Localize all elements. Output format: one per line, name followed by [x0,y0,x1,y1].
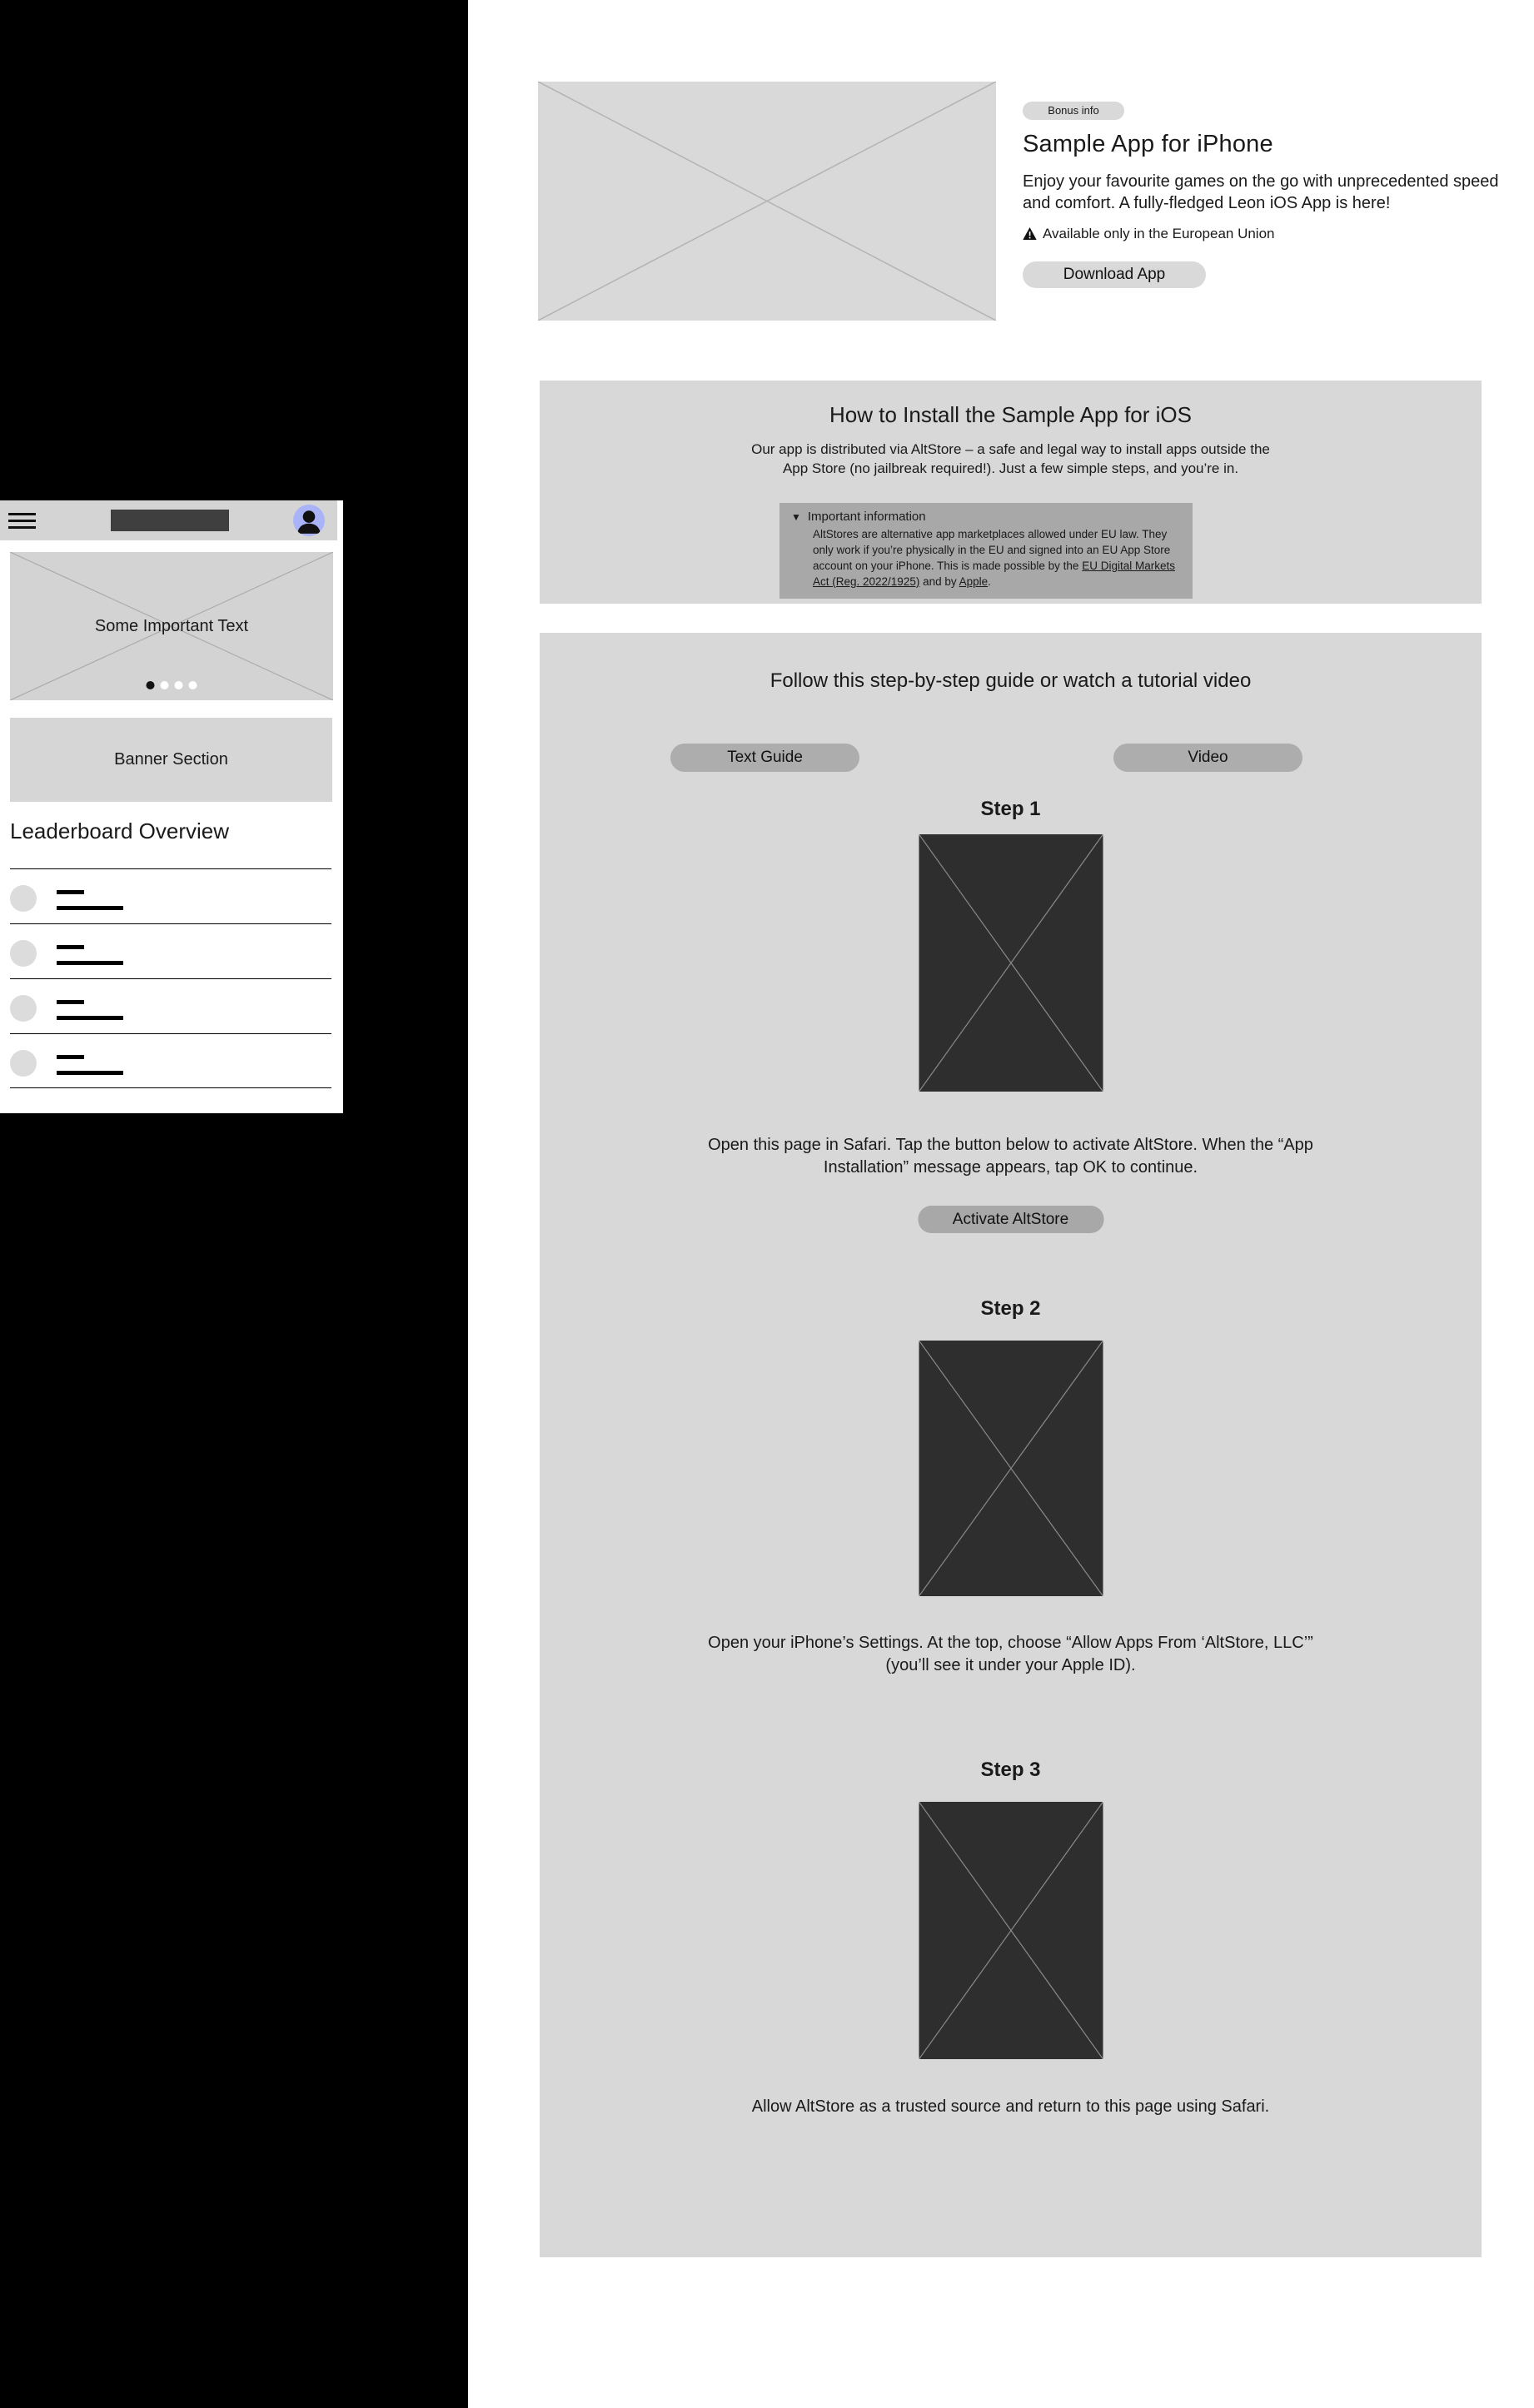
carousel-dot[interactable] [175,681,183,689]
install-section-title: How to Install the Sample App for iOS [829,402,1192,427]
crossed-box-icon [919,834,1103,1092]
important-information-label: Important information [807,510,926,524]
avatar [10,940,37,967]
hero-title: Sample App for iPhone [1023,131,1273,157]
video-button[interactable]: Video [1113,744,1302,772]
availability-note [1023,226,1522,242]
user-avatar-icon[interactable] [293,505,325,536]
important-information-body [791,527,1181,590]
leaderboard-list [10,868,331,1088]
carousel-dot[interactable] [147,681,155,689]
banner-section: Banner Section [10,718,332,802]
disclosure-triangle-icon: ▼ [791,510,801,523]
crossed-box-icon [919,1341,1103,1596]
activate-altstore-button[interactable]: Activate AltStore [918,1206,1103,1233]
step-2-label: Step 2 [980,1297,1041,1320]
avatar [10,885,37,912]
carousel-dot[interactable] [189,681,197,689]
dma-act-link[interactable]: EU Digital Markets Act (Reg. 2022/1925) [813,559,1175,588]
info-body-mid: and by [919,575,959,588]
text-line-placeholder [57,961,123,965]
install-section [540,381,1482,604]
leaderboard-title: Leaderboard Overview [10,818,230,843]
text-line-placeholder [57,1071,123,1075]
important-information-disclosure [779,503,1193,599]
warning-triangle-icon [1023,227,1037,240]
info-body-suffix: . [988,575,991,588]
step-3-image-placeholder [919,1802,1103,2059]
step-1-image-placeholder [919,834,1103,1092]
step-3-description: Allow AltStore as a trusted source and return to this page using Safari. [751,2097,1270,2116]
mobile-mockup-card [0,500,343,1113]
person-icon [293,505,325,536]
text-guide-button[interactable]: Text Guide [670,744,859,772]
logo-placeholder [111,510,229,531]
avatar [10,995,37,1022]
list-item[interactable] [10,923,331,978]
carousel-dot[interactable] [161,681,169,689]
info-body-prefix: AltStores are alternative app marketplaces allowed under EU law. They only work if you’re physically in the EU and signed into an EU App Store account on your iPhone. This is made possible by the [813,528,1171,572]
text-line-placeholder [57,1000,84,1004]
download-app-button[interactable]: Download App [1023,261,1206,288]
hero-description: Enjoy your favourite games on the go with unprecedented speed and comfort. A fully-fledged Leon iOS App is here! [1023,172,1499,213]
availability-note-text: Available only in the European Union [1043,225,1275,241]
avatar [10,1050,37,1077]
guide-section [540,633,1482,2257]
step-2-image-placeholder [919,1341,1103,1596]
step-2-description: Open your iPhone’s Settings. At the top, choose “Allow Apps From ‘AltStore, LLC’” (you’ll see it under your Apple ID). [708,1634,1313,1674]
crossed-box-icon [538,82,996,321]
carousel-slide-text: Some Important Text [94,616,249,635]
guide-section-title: Follow this step-by-step guide or watch a tutorial video [769,669,1252,692]
apple-link[interactable]: Apple [959,575,989,588]
text-line-placeholder [57,906,123,910]
text-line-placeholder [57,945,84,949]
text-line-placeholder [57,1016,123,1020]
main-content-column [468,0,1534,2408]
important-information-summary[interactable] [791,510,1181,524]
bonus-info-badge: Bonus info [1023,102,1124,120]
text-line-placeholder [57,890,84,894]
install-section-description: Our app is distributed via AltStore – a safe and legal way to install apps outside the App Store (no jailbreak required!). Just a few simple steps, and you’re in. [751,441,1270,476]
carousel-dots [147,681,197,689]
mockup-header-bar [0,500,337,540]
list-item[interactable] [10,978,331,1033]
text-line-placeholder [57,1055,84,1059]
crossed-box-icon [919,1802,1103,2059]
list-item[interactable] [10,1033,331,1088]
hero-image-placeholder [538,82,996,321]
carousel-slide[interactable] [10,552,333,700]
step-1-description: Open this page in Safari. Tap the button below to activate AltStore. When the “App Installation” message appears, tap OK to continue. [708,1136,1313,1177]
hero-content [1023,102,1522,288]
step-3-label: Step 3 [980,1759,1041,1781]
menu-icon[interactable] [8,513,36,533]
step-1-label: Step 1 [980,798,1041,820]
list-item[interactable] [10,868,331,923]
